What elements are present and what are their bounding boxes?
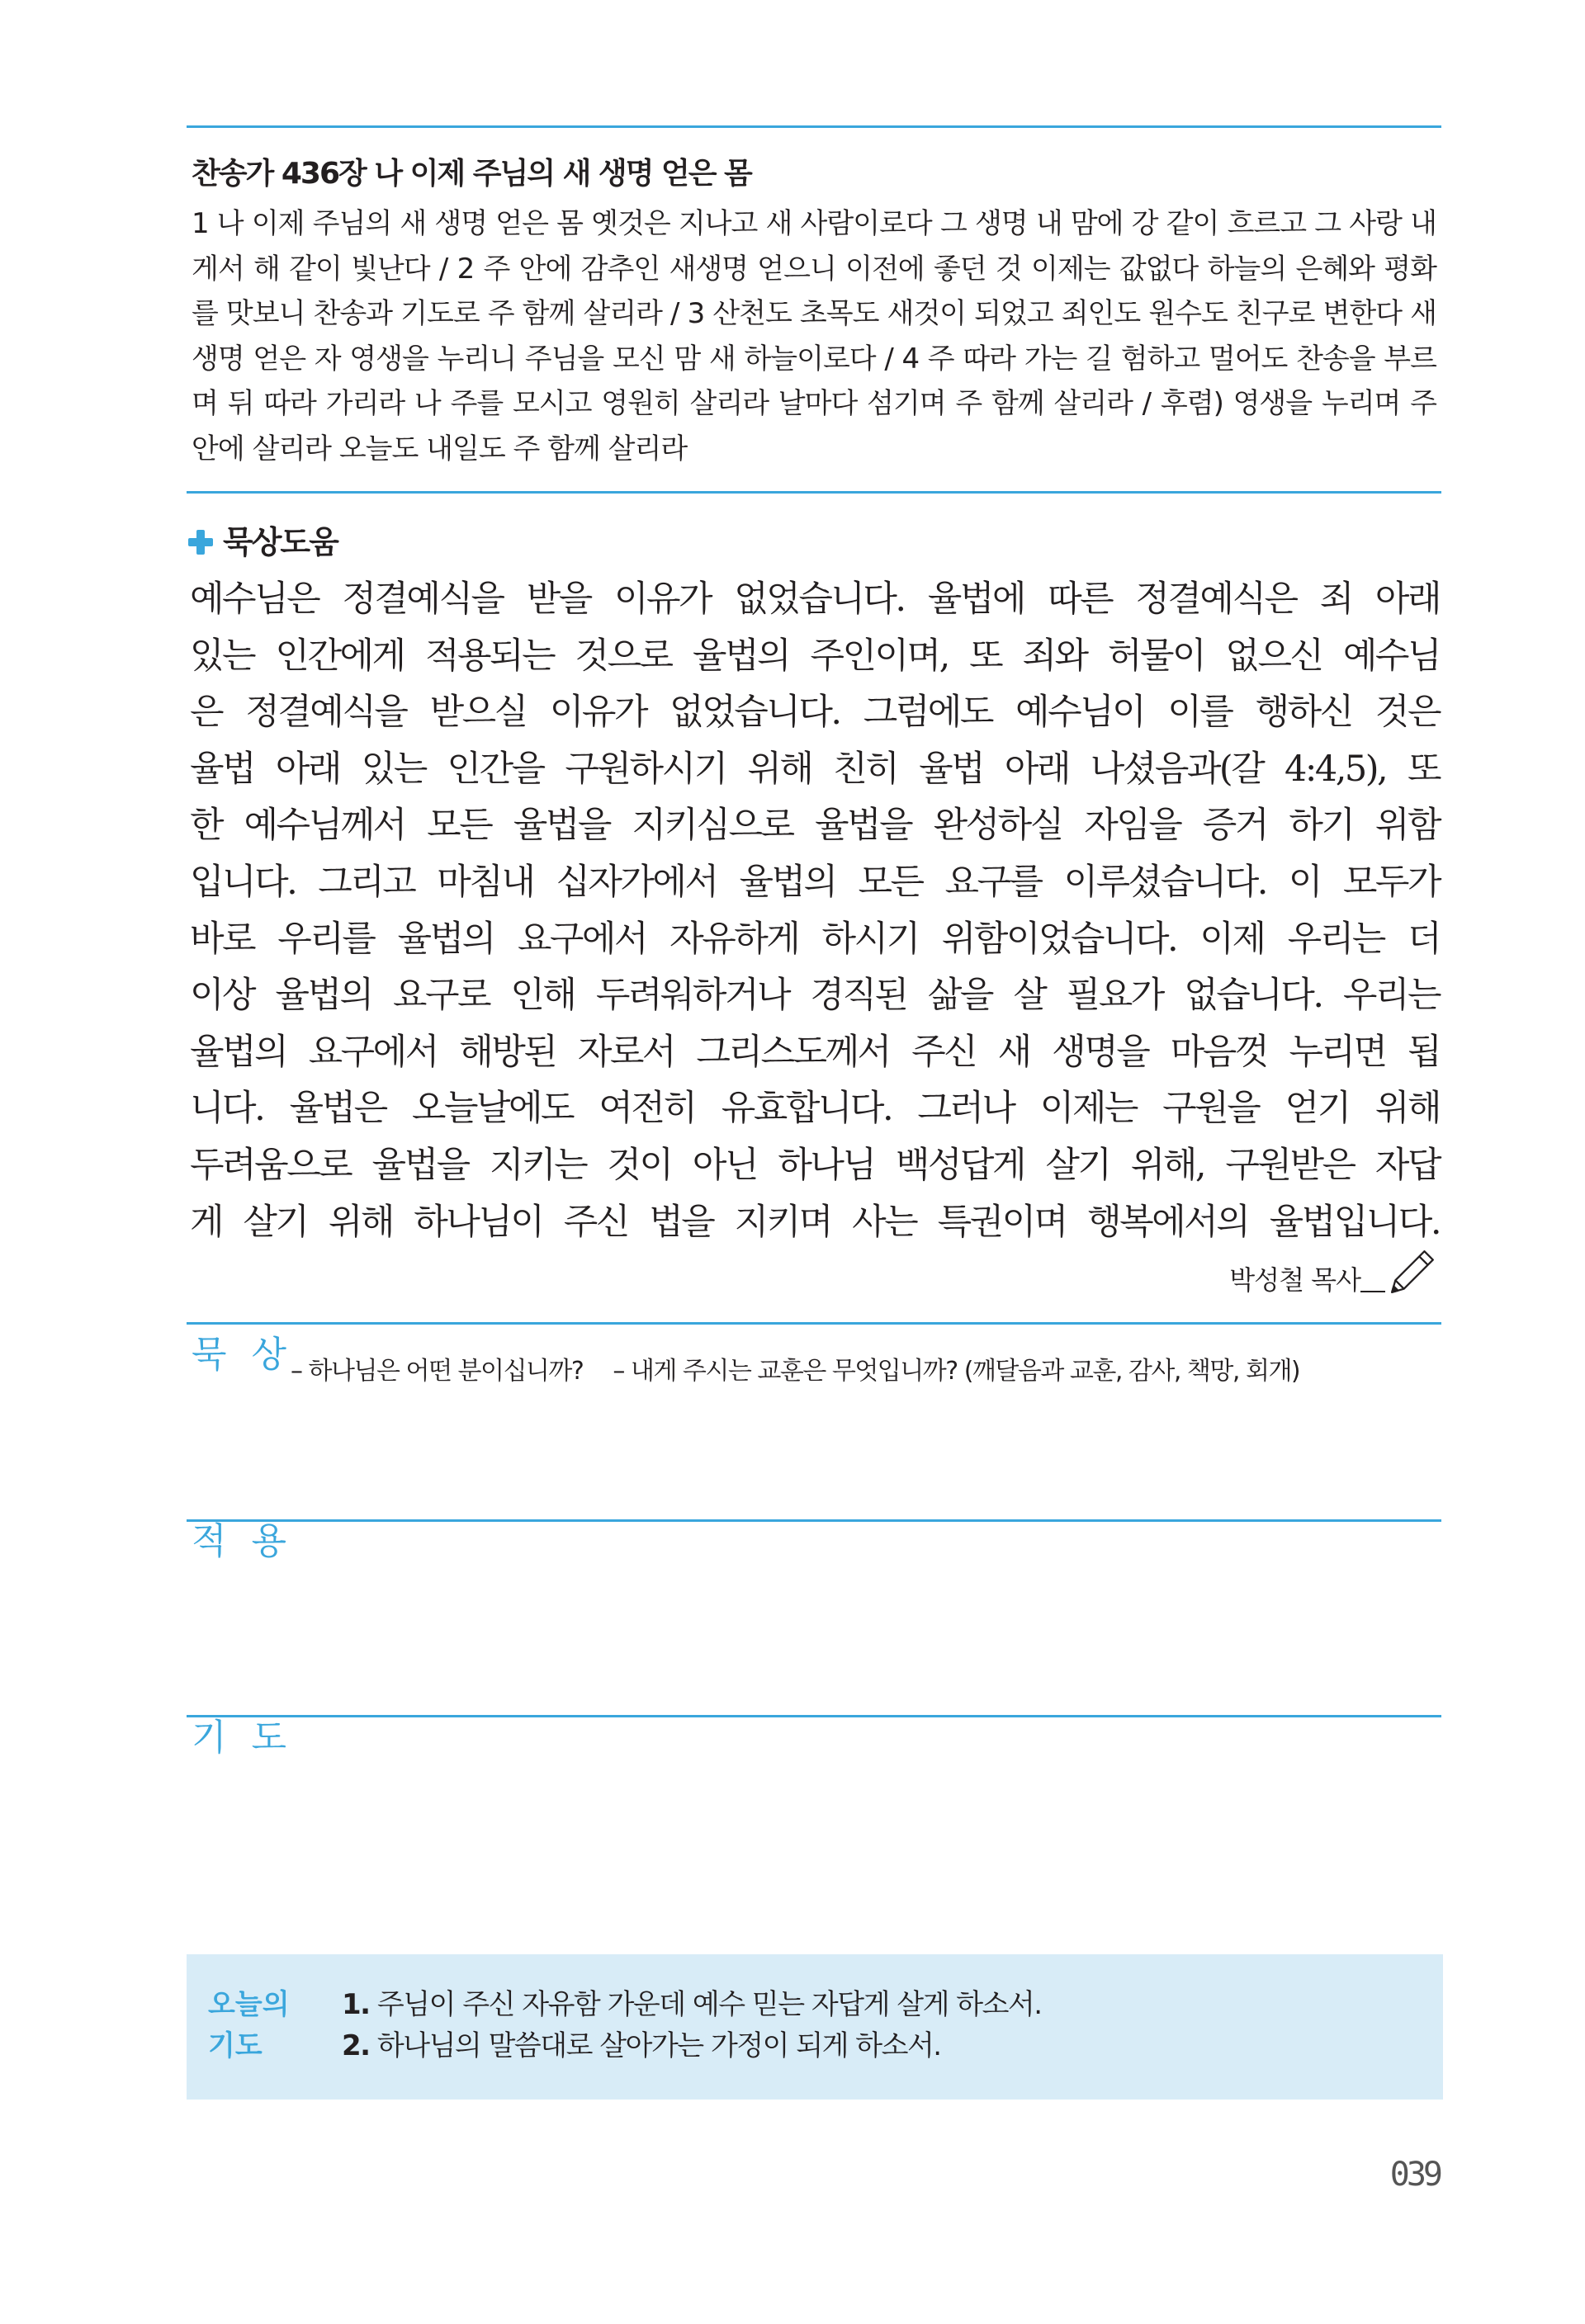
item-number: 1.	[342, 1988, 370, 2021]
hymn-bottom-rule	[187, 491, 1441, 494]
today-prayer-list	[342, 1984, 1042, 2067]
meditation-line: 입니다. 그리고 마침내 십자가에서 율법의 모든 요구를 이루셨습니다. 이 모두가	[190, 861, 1440, 903]
hymn-title: 찬송가 436장 나 이제 주님의 새 생명 얻은 몸	[192, 157, 751, 191]
plus-icon	[188, 530, 213, 555]
item-text: 하나님의 말씀대로 살아가는 가정이 되게 하소서.	[376, 2029, 941, 2062]
meditate-question-1: – 하나님은 어떤 분이십니까?	[291, 1357, 584, 1386]
meditation-line: 율법의 요구에서 해방된 자로서 그리스도께서 주신 새 생명을 마음껏 누리면 됩	[190, 1031, 1440, 1073]
meditate-label: 묵 상	[192, 1334, 293, 1376]
meditate-rule	[187, 1322, 1441, 1325]
item-text: 주님이 주신 자유함 가운데 예수 믿는 자답게 살게 하소서.	[376, 1988, 1042, 2021]
pray-label: 기 도	[192, 1717, 293, 1759]
meditation-line: 예수님은 정결예식을 받을 이유가 없었습니다. 율법에 따른 정결예식은 죄 아래	[190, 579, 1440, 620]
author-underline	[1360, 1291, 1385, 1292]
page-number: 039	[1389, 2156, 1440, 2194]
meditation-line: 은 정결예식을 받으실 이유가 없었습니다. 그럼에도 예수님이 이를 행하신 것은	[190, 692, 1440, 734]
meditation-line: 율법 아래 있는 인간을 구원하시기 위해 친히 율법 아래 나셨음과(갈 4:4,5), 또	[190, 748, 1440, 790]
pencil-icon	[1387, 1246, 1438, 1297]
today-prayer-label-line2: 기도	[208, 2029, 263, 2062]
meditation-line: 있는 인간에게 적용되는 것으로 율법의 주인이며, 또 죄와 허물이 없으신 예수님	[190, 635, 1440, 677]
list-item	[342, 1984, 1042, 2025]
meditation-help-label: 묵상도움	[223, 524, 338, 560]
meditation-body	[190, 571, 1440, 1250]
meditate-question-2: – 내게 주시는 교훈은 무엇입니까? (깨달음과 교훈, 감사, 책망, 회개)	[613, 1357, 1300, 1386]
meditation-line: 이상 율법의 요구로 인해 두려워하거나 경직된 삶을 살 필요가 없습니다. 우리는	[190, 975, 1440, 1017]
meditation-line: 한 예수님께서 모든 율법을 지키심으로 율법을 완성하실 자임을 증거 하기 위함	[190, 805, 1440, 847]
apply-rule	[187, 1519, 1441, 1522]
apply-label: 적 용	[192, 1520, 293, 1562]
author-signature	[1229, 1246, 1438, 1297]
today-prayer-label	[208, 1984, 307, 2067]
pray-rule	[187, 1715, 1441, 1717]
meditation-help-heading	[188, 520, 338, 564]
top-rule	[187, 125, 1441, 128]
author-name: 박성철 목사	[1229, 1264, 1360, 1296]
meditation-line: 바로 우리를 율법의 요구에서 자유하게 하시기 위함이었습니다. 이제 우리는 더	[190, 918, 1440, 960]
meditate-questions	[291, 1352, 1299, 1391]
hymn-lyrics: 1 나 이제 주님의 새 생명 얻은 몸 옛것은 지나고 새 사람이로다 그 생명 내 맘에 강 같이 흐르고 그 사랑 내게서 해 같이 빛난다 / 2 주 안에 감추인 새생명 얻으니 이전에 좋던 것 이제는 값없다 하늘의 은혜와 평화를 맛보니 찬송과 기도로 주 함께 살리라 / 3 산천도 초목도 새것이 되었고 죄인도 원수도 친구로 변한다 새 생명 얻은 자 영생을 누리니 주님을 모신 맘 새 하늘이로다 / 4 주 따라 가는 길 험하고 멀어도 찬송을 부르며 뒤 따라 가리라 나 주를 모시고 영원히 살리라 날마다 섬기며 주 함께 살리라 / 후렴) 영생을 누리며 주 안에 살리라 오늘도 내일도 주 함께 살리라	[192, 207, 1436, 465]
today-prayer-label-line1: 오늘의	[208, 1988, 290, 2021]
meditation-line: 니다. 율법은 오늘날에도 여전히 유효합니다. 그러나 이제는 구원을 얻기 위해	[190, 1088, 1440, 1130]
meditation-line: 게 살기 위해 하나님이 주신 법을 지키며 사는 특권이며 행복에서의 율법입니다.	[190, 1201, 1440, 1243]
today-prayer-box	[187, 1954, 1443, 2100]
meditation-line: 두려움으로 율법을 지키는 것이 아닌 하나님 백성답게 살기 위해, 구원받은 자답	[190, 1144, 1440, 1186]
item-number: 2.	[342, 2029, 370, 2062]
list-item	[342, 2025, 1042, 2067]
